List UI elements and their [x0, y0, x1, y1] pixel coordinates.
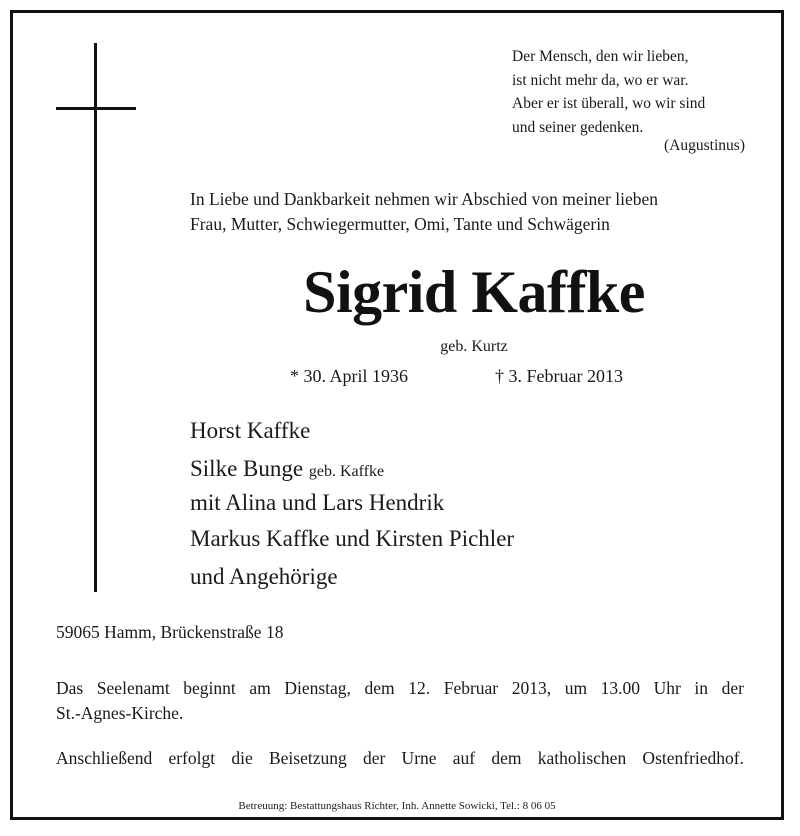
burial-info: Anschließend erfolgt die Beisetzung der Urne auf dem katholischen Ostenfriedhof.	[56, 748, 744, 768]
mourner-line	[190, 456, 384, 482]
mourner-maiden-note: geb. Kaffke	[308, 463, 385, 480]
service-line: St.-Agnes-Kirche.	[56, 703, 184, 723]
mourner-name: Silke Bunge	[190, 456, 304, 481]
mourner-line: und Angehörige	[190, 564, 338, 589]
cross-vertical-bar	[94, 43, 97, 592]
mourner-line: mit Alina und Lars Hendrik	[190, 490, 445, 515]
service-line: Das Seelenamt beginnt am Dienstag, dem 12. Februar 2013, um 13.00 Uhr in der	[56, 678, 744, 698]
birth-date: * 30. April 1936	[290, 366, 409, 386]
quote-line: ist nicht mehr da, wo er war.	[512, 71, 689, 89]
deceased-name: Sigrid Kaffke	[303, 259, 645, 325]
maiden-name: geb. Kurtz	[440, 338, 508, 355]
funeral-home-footer: Betreuung: Bestattungshaus Richter, Inh. Annette Sowicki, Tel.: 8 06 05	[238, 800, 556, 812]
mourner-line: Markus Kaffke und Kirsten Pichler	[190, 526, 515, 551]
quote-line: Der Mensch, den wir lieben,	[512, 48, 689, 65]
quote-block	[512, 45, 752, 139]
cross-horizontal-bar	[56, 107, 136, 110]
intro-text	[190, 187, 750, 237]
quote-line: und seiner gedenken.	[512, 118, 644, 136]
death-date: † 3. Februar 2013	[495, 366, 623, 386]
quote-source: (Augustinus)	[664, 137, 745, 154]
intro-line: In Liebe und Dankbarkeit nehmen wir Abschied von meiner lieben	[190, 189, 658, 209]
mourner-line: Horst Kaffke	[190, 418, 311, 443]
family-address: 59065 Hamm, Brückenstraße 18	[56, 622, 284, 642]
quote-line: Aber er ist überall, wo wir sind	[512, 95, 706, 112]
service-info	[56, 676, 744, 726]
intro-line: Frau, Mutter, Schwiegermutter, Omi, Tante und Schwägerin	[190, 214, 610, 234]
